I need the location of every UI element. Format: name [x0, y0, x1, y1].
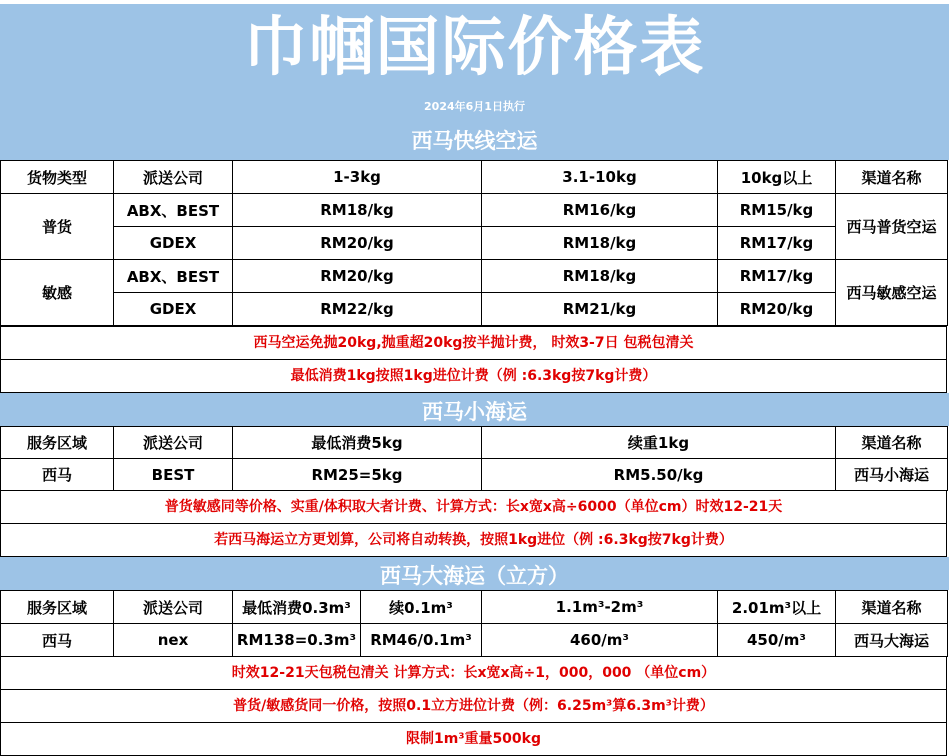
header-cell: 10kg以上 — [718, 161, 836, 194]
price-cell: RM138=0.3m³ — [233, 624, 361, 657]
price-cell: RM18/kg — [482, 260, 718, 293]
price-cell: RM18/kg — [482, 227, 718, 260]
note-row: 最低消费1kg按照1kg进位计费（例 :6.3kg按7kg计费） — [0, 359, 947, 393]
table-row — [1, 260, 948, 293]
express-air-table — [0, 160, 948, 326]
header-cell: 续重1kg — [482, 427, 836, 459]
section-title-express-air: 西马快线空运 — [411, 129, 538, 153]
table-row — [1, 227, 948, 260]
price-cell: RM17/kg — [718, 227, 836, 260]
section-title-big-sea: 西马大海运（立方） — [380, 564, 569, 588]
header-cell: 1-3kg — [233, 161, 482, 194]
table-header-row — [1, 591, 948, 624]
price-cell: RM21/kg — [482, 293, 718, 326]
channel-cell: 西马大海运 — [836, 624, 948, 657]
note-row: 普货敏感同等价格、实重/体积取大者计费、计算方式：长x宽x高÷6000（单位cm）时效12-21天 — [0, 490, 947, 524]
cargo-type-cell: 普货 — [1, 194, 114, 260]
company-cell: nex — [114, 624, 233, 657]
header-cell: 派送公司 — [114, 591, 233, 624]
header-cell: 渠道名称 — [836, 161, 948, 194]
table-row — [1, 194, 948, 227]
header-cell: 2.01m³以上 — [718, 591, 836, 624]
section-title-small-sea: 西马小海运 — [422, 400, 527, 424]
price-cell: RM17/kg — [718, 260, 836, 293]
price-cell: RM22/kg — [233, 293, 482, 326]
header-cell: 服务区域 — [1, 591, 114, 624]
header-cell: 1.1m³-2m³ — [482, 591, 718, 624]
region-cell: 西马 — [1, 459, 114, 491]
table-header-row — [1, 427, 948, 459]
price-cell: RM20/kg — [718, 293, 836, 326]
header-cell: 渠道名称 — [836, 591, 948, 624]
header-cell: 3.1-10kg — [482, 161, 718, 194]
price-cell: RM18/kg — [233, 194, 482, 227]
note-row: 若西马海运立方更划算，公司将自动转换，按照1kg进位（例 :6.3kg按7kg计费） — [0, 523, 947, 557]
price-cell: RM20/kg — [233, 227, 482, 260]
header-cell: 货物类型 — [1, 161, 114, 194]
effective-date: 2024年6月1日执行 — [424, 100, 525, 113]
price-cell: 460/m³ — [482, 624, 718, 657]
header-cell: 派送公司 — [114, 427, 233, 459]
price-cell: RM5.50/kg — [482, 459, 836, 491]
company-cell: BEST — [114, 459, 233, 491]
company-cell: ABX、BEST — [114, 260, 233, 293]
header-cell: 最低消费5kg — [233, 427, 482, 459]
note-row: 普货/敏感货同一价格，按照0.1立方进位计费（例：6.25m³算6.3m³计费） — [0, 689, 947, 723]
price-cell: RM20/kg — [233, 260, 482, 293]
company-cell: GDEX — [114, 227, 233, 260]
price-cell: 450/m³ — [718, 624, 836, 657]
table-row — [1, 624, 948, 657]
header-cell: 渠道名称 — [836, 427, 948, 459]
header-cell: 服务区域 — [1, 427, 114, 459]
price-cell: RM46/0.1m³ — [361, 624, 482, 657]
channel-cell: 西马普货空运 — [836, 194, 948, 260]
note-row: 限制1m³重量500kg — [0, 722, 947, 756]
cargo-type-cell: 敏感 — [1, 260, 114, 326]
price-cell: RM25=5kg — [233, 459, 482, 491]
table-header-row — [1, 161, 948, 194]
region-cell: 西马 — [1, 624, 114, 657]
channel-cell: 西马小海运 — [836, 459, 948, 491]
small-sea-table — [0, 426, 948, 491]
price-cell: RM15/kg — [718, 194, 836, 227]
header-cell: 派送公司 — [114, 161, 233, 194]
page-title: 巾帼国际价格表 — [243, 11, 706, 85]
table-row — [1, 459, 948, 491]
company-cell: ABX、BEST — [114, 194, 233, 227]
note-row: 时效12-21天包税包清关 计算方式：长x宽x高÷1，000，000 （单位cm） — [0, 656, 947, 690]
header-cell: 最低消费0.3m³ — [233, 591, 361, 624]
note-row: 西马空运免抛20kg,抛重超20kg按半抛计费， 时效3-7日 包税包清关 — [0, 326, 947, 360]
big-sea-table — [0, 590, 948, 657]
company-cell: GDEX — [114, 293, 233, 326]
channel-cell: 西马敏感空运 — [836, 260, 948, 326]
price-cell: RM16/kg — [482, 194, 718, 227]
header-cell: 续0.1m³ — [361, 591, 482, 624]
table-row — [1, 293, 948, 326]
